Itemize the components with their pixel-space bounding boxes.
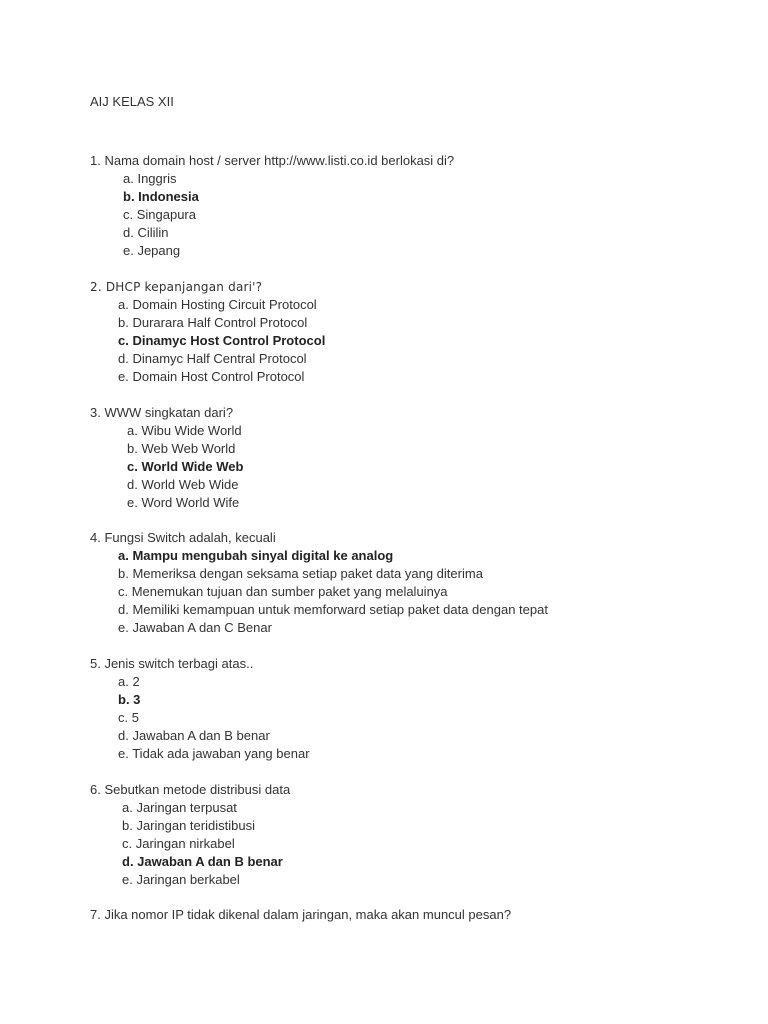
answer-option: b. Memeriksa dengan seksama setiap paket data yang diterima bbox=[118, 565, 483, 581]
answer-option: d. Jawaban A dan B benar bbox=[118, 727, 270, 743]
question-4 bbox=[90, 529, 548, 636]
answer-option: b. Jaringan teridistibusi bbox=[122, 817, 255, 833]
correct-answer-option: b. Indonesia bbox=[123, 188, 199, 204]
question-text: 3. WWW singkatan dari? bbox=[90, 405, 234, 420]
answer-option: a. Domain Hosting Circuit Protocol bbox=[118, 297, 317, 312]
answer-option: e. Jepang bbox=[123, 242, 181, 258]
answer-option: a. 2 bbox=[118, 674, 140, 689]
answer-option: e. Word World Wife bbox=[127, 494, 240, 510]
question-text: 6. Sebutkan metode distribusi data bbox=[90, 782, 291, 797]
question-6 bbox=[90, 781, 290, 888]
answer-option: c. Menemukan tujuan dan sumber paket yang melaluinya bbox=[118, 583, 448, 599]
question-text: 1. Nama domain host / server http://www.listi.co.id berlokasi di? bbox=[90, 153, 455, 168]
answer-option: e. Tidak ada jawaban yang benar bbox=[118, 745, 310, 761]
correct-answer-option: d. Jawaban A dan B benar bbox=[122, 853, 283, 869]
answer-option: c. Jaringan nirkabel bbox=[122, 835, 235, 851]
answer-option: a. Wibu Wide World bbox=[127, 423, 242, 438]
answer-option: a. Jaringan terpusat bbox=[122, 800, 237, 815]
answer-option: d. Cililin bbox=[123, 224, 169, 240]
answer-option: e. Jawaban A dan C Benar bbox=[118, 619, 272, 635]
correct-answer-option: b. 3 bbox=[118, 691, 141, 707]
answer-option: d. Memiliki kemampuan untuk memforward setiap paket data dengan tepat bbox=[118, 601, 548, 617]
question-7 bbox=[90, 906, 511, 924]
answer-option: b. Web Web World bbox=[127, 440, 236, 456]
answer-option: a. Inggris bbox=[123, 171, 177, 186]
answer-option: b. Durarara Half Control Protocol bbox=[118, 314, 308, 330]
correct-answer-option: c. Dinamyc Host Control Protocol bbox=[118, 332, 326, 348]
correct-answer-option: c. World Wide Web bbox=[127, 458, 244, 474]
answer-option: d. Dinamyc Half Central Protocol bbox=[118, 350, 307, 366]
document-title: AIJ KELAS XII bbox=[90, 94, 174, 109]
correct-answer-option: a. Mampu mengubah sinyal digital ke analog bbox=[118, 548, 394, 563]
answer-option: d. World Web Wide bbox=[127, 476, 239, 492]
question-text: 2. DHCP kepanjangan dari'? bbox=[90, 280, 263, 294]
answer-option: e. Domain Host Control Protocol bbox=[118, 368, 305, 384]
question-text: 4. Fungsi Switch adalah, kecuali bbox=[90, 530, 276, 545]
answer-option: c. 5 bbox=[118, 709, 139, 725]
question-3 bbox=[90, 404, 243, 511]
question-1 bbox=[90, 152, 454, 259]
answer-option: e. Jaringan berkabel bbox=[122, 871, 240, 887]
question-text: 7. Jika nomor IP tidak dikenal dalam jaringan, maka akan muncul pesan? bbox=[90, 907, 512, 922]
question-2 bbox=[90, 278, 325, 385]
answer-option: c. Singapura bbox=[123, 206, 196, 222]
question-5 bbox=[90, 655, 310, 762]
question-text: 5. Jenis switch terbagi atas.. bbox=[90, 656, 254, 671]
